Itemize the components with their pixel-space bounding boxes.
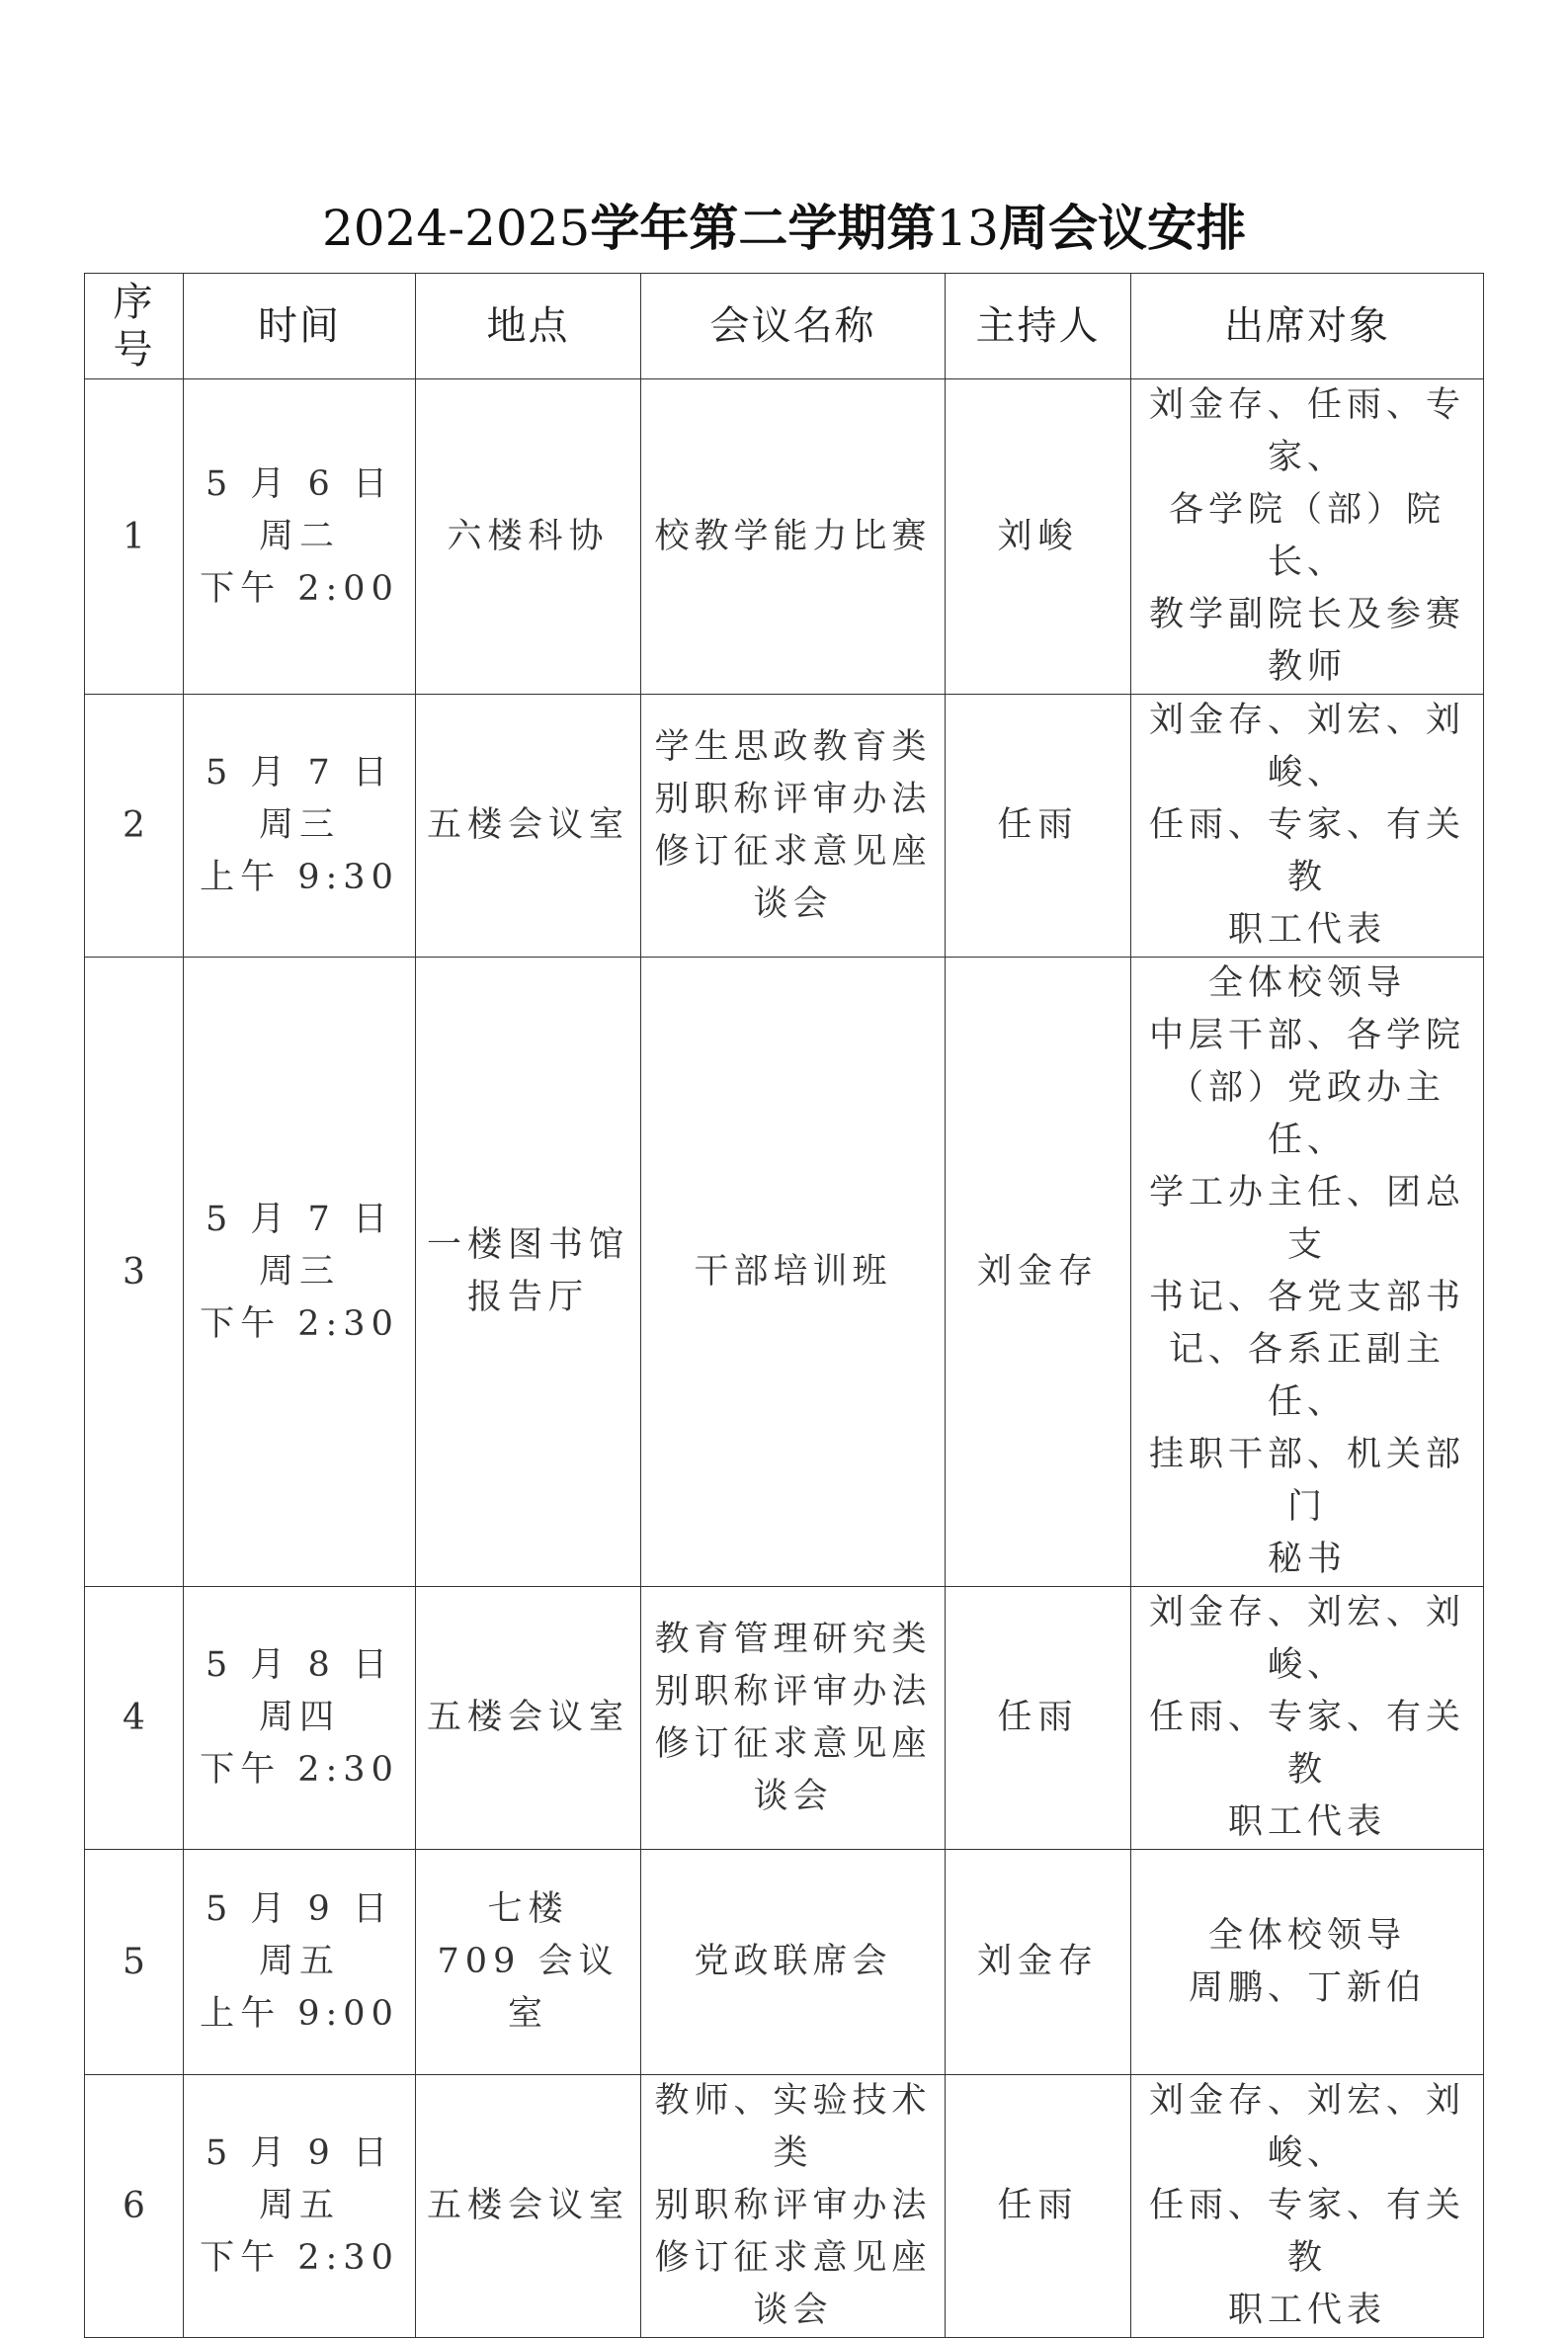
cell-no: 6 [85,2075,184,2338]
cell-location: 五楼会议室 [416,1587,641,1850]
cell-meeting-name: 党政联席会 [641,1850,946,2075]
cell-meeting-name: 校教学能力比赛 [641,379,946,695]
table-row [85,2075,1484,2338]
cell-host: 刘峻 [946,379,1131,695]
header-no: 序 号 [85,274,184,379]
header-location: 地点 [416,274,641,379]
cell-no: 3 [85,958,184,1587]
title-text-1: 学年第二学期第 [590,200,937,257]
cell-attendees: 刘金存、刘宏、刘峻、 任雨、专家、有关教 职工代表 [1131,2075,1484,2338]
cell-location: 五楼会议室 [416,2075,641,2338]
title-year: 2024-2025 [321,200,591,257]
table-header-row [85,274,1484,379]
cell-meeting-name: 学生思政教育类 别职称评审办法 修订征求意见座 谈会 [641,695,946,958]
cell-meeting-name: 干部培训班 [641,958,946,1587]
title-week: 13 [936,200,999,257]
cell-host: 任雨 [946,695,1131,958]
cell-location: 五楼会议室 [416,695,641,958]
header-time: 时间 [184,274,416,379]
cell-attendees: 刘金存、刘宏、刘峻、 任雨、专家、有关教 职工代表 [1131,695,1484,958]
cell-time: 5 月 9 日 周五 下午 2:30 [184,2075,416,2338]
header-attendees: 出席对象 [1131,274,1484,379]
table-row [85,1850,1484,2075]
table-row [85,1587,1484,1850]
header-meeting-name: 会议名称 [641,274,946,379]
cell-no: 4 [85,1587,184,1850]
cell-no: 1 [85,379,184,695]
page-title [0,194,1568,263]
table-row [85,695,1484,958]
cell-attendees: 全体校领导 周鹏、丁新伯 [1131,1850,1484,2075]
header-host: 主持人 [946,274,1131,379]
cell-location: 七楼 709 会议室 [416,1850,641,2075]
cell-no: 2 [85,695,184,958]
cell-meeting-name: 教育管理研究类 别职称评审办法 修订征求意见座 谈会 [641,1587,946,1850]
cell-attendees: 全体校领导 中层干部、各学院 （部）党政办主任、 学工办主任、团总支 书记、各党支部书 记、各系正副主任、 挂职干部、机关部门 秘书 [1131,958,1484,1587]
meeting-schedule-table [84,273,1484,2338]
cell-host: 任雨 [946,2075,1131,2338]
cell-no: 5 [85,1850,184,2075]
cell-location: 一楼图书馆 报告厅 [416,958,641,1587]
table-row [85,958,1484,1587]
cell-attendees: 刘金存、刘宏、刘峻、 任雨、专家、有关教 职工代表 [1131,1587,1484,1850]
title-text-2: 周会议安排 [999,200,1246,257]
cell-meeting-name: 教师、实验技术类 别职称评审办法 修订征求意见座 谈会 [641,2075,946,2338]
cell-time: 5 月 7 日 周三 上午 9:30 [184,695,416,958]
cell-time: 5 月 8 日 周四 下午 2:30 [184,1587,416,1850]
cell-host: 任雨 [946,1587,1131,1850]
cell-host: 刘金存 [946,1850,1131,2075]
table-row [85,379,1484,695]
cell-attendees: 刘金存、任雨、专家、 各学院（部）院长、 教学副院长及参赛 教师 [1131,379,1484,695]
cell-time: 5 月 7 日 周三 下午 2:30 [184,958,416,1587]
cell-location: 六楼科协 [416,379,641,695]
cell-time: 5 月 6 日 周二 下午 2:00 [184,379,416,695]
cell-time: 5 月 9 日 周五 上午 9:00 [184,1850,416,2075]
cell-host: 刘金存 [946,958,1131,1587]
